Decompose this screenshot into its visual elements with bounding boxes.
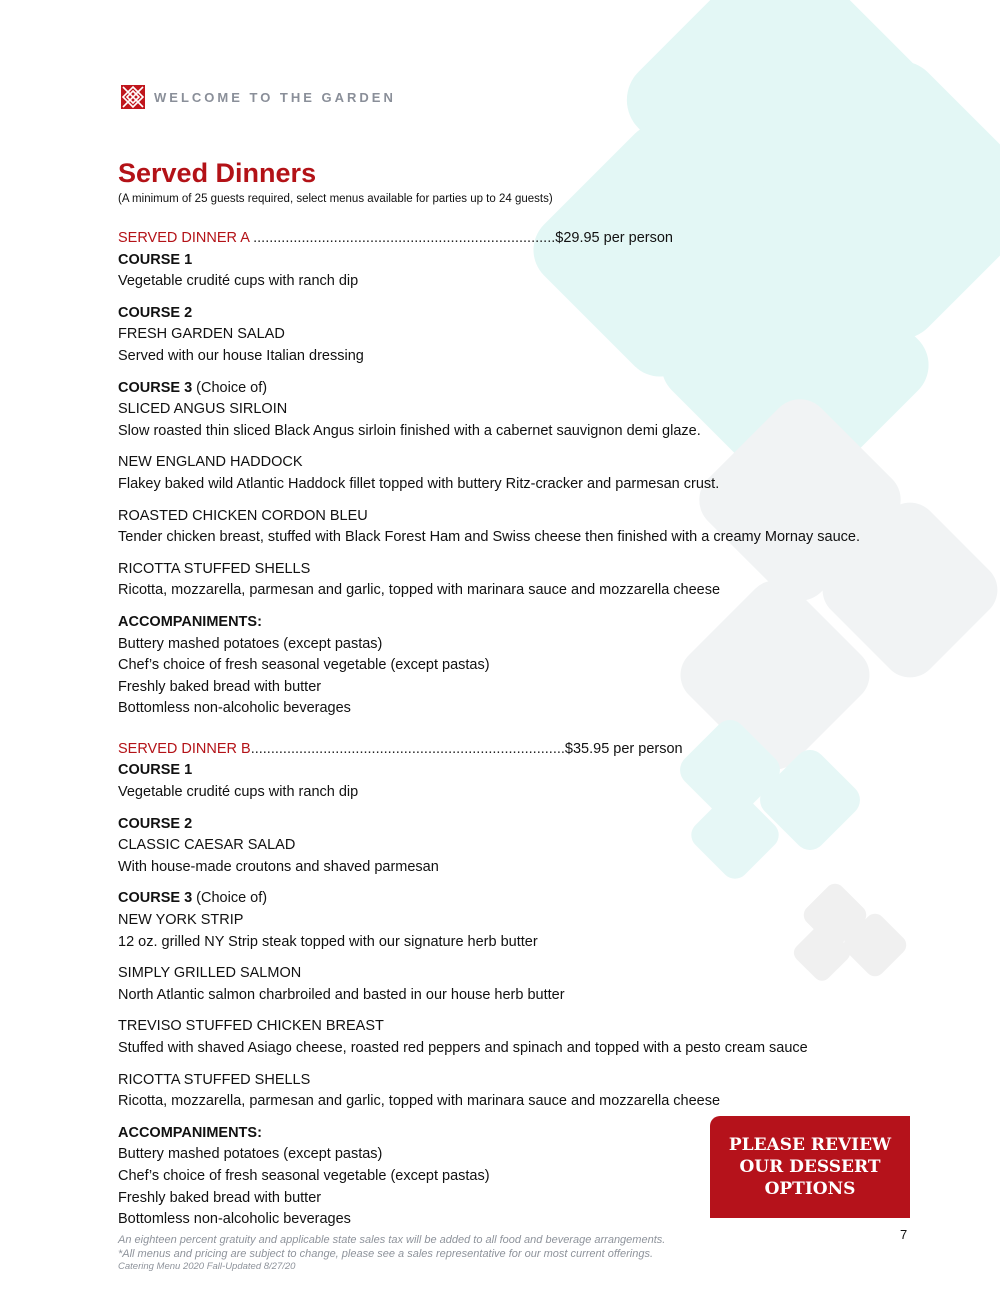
page-footer <box>118 1233 665 1273</box>
accompaniment-item: Chef’s choice of fresh seasonal vegetable (except pastas) <box>118 1167 490 1184</box>
accompaniment-item: Bottomless non-alcoholic beverages <box>118 1211 351 1228</box>
menu-name: SERVED DINNER B <box>118 740 251 757</box>
accompaniment-item: Bottomless non-alcoholic beverages <box>118 700 351 717</box>
leader-dots: ........................................................................... <box>253 230 556 246</box>
entree-name: RICOTTA STUFFED SHELLS <box>118 1071 311 1088</box>
course-label: COURSE 3 <box>118 890 193 907</box>
course-label: COURSE 1 <box>118 762 193 779</box>
entree-name: RICOTTA STUFFED SHELLS <box>118 560 311 577</box>
accompaniment-item: Buttery mashed potatoes (except pastas) <box>118 635 383 652</box>
course-label: COURSE 2 <box>118 815 193 832</box>
course-note: (Choice of) <box>192 379 268 396</box>
accompaniments-label: ACCOMPANIMENTS: <box>118 613 262 630</box>
pricing-disclaimer: *All menus and pricing are subject to change, please see a sales representative for our most current offerings. <box>118 1248 654 1260</box>
menu-price: $29.95 per person <box>555 230 673 246</box>
accompaniment-item: Freshly baked bread with butter <box>118 678 322 695</box>
accompaniment-item: Freshly baked bread with butter <box>118 1189 322 1206</box>
entree-description: Tender chicken breast, stuffed with Black Forest Ham and Swiss cheese then finished with a creamy Mornay sauce. <box>118 529 860 546</box>
dessert-options-callout[interactable] <box>710 1116 910 1218</box>
course-item: FRESH GARDEN SALAD <box>118 326 285 343</box>
menu-price: $35.95 per person <box>564 740 683 757</box>
accompaniments-label: ACCOMPANIMENTS: <box>118 1124 262 1141</box>
leader-dots: .............................................................................. <box>250 740 565 757</box>
garden-logo-icon <box>120 84 146 110</box>
course-label: COURSE 2 <box>118 304 193 321</box>
entree-description: Ricotta, mozzarella, parmesan and garlic, topped with marinara sauce and mozzarella cheese <box>118 582 721 599</box>
entree-name: NEW ENGLAND HADDOCK <box>118 454 303 471</box>
entree-description: Stuffed with shaved Asiago cheese, roasted red peppers and spinach and topped with a pesto cream sauce <box>118 1040 808 1056</box>
page-header <box>120 84 396 110</box>
course-description: With house-made croutons and shaved parmesan <box>118 858 439 875</box>
page-subtitle: (A minimum of 25 guests required, select menus available for parties up to 24 guests) <box>118 193 553 205</box>
accompaniment-item: Chef’s choice of fresh seasonal vegetable (except pastas) <box>118 657 490 674</box>
callout-line: PLEASE REVIEW <box>728 1135 892 1155</box>
menu-heading <box>118 228 918 250</box>
entree-name: TREVISO STUFFED CHICKEN BREAST <box>118 1018 384 1035</box>
entree-description: North Atlantic salmon charbroiled and basted in our house herb butter <box>118 986 565 1003</box>
callout-line: OUR DESSERT <box>739 1157 881 1177</box>
served-dinner-a <box>118 228 918 720</box>
course-label: COURSE 1 <box>118 251 193 268</box>
catering-version: Catering Menu 2020 Fall-Updated 8/27/20 <box>118 1261 296 1272</box>
course-item: CLASSIC CAESAR SALAD <box>118 837 296 854</box>
course-note: (Choice of) <box>192 890 268 907</box>
entree-description: Flakey baked wild Atlantic Haddock fillet topped with buttery Ritz-cracker and parmesan crust. <box>118 475 720 492</box>
course-label: COURSE 3 <box>118 379 193 396</box>
course-heading <box>118 378 918 400</box>
menu-name: SERVED DINNER A <box>118 230 254 246</box>
gratuity-note: An eighteen percent gratuity and applicable state sales tax will be added to all food and beverage arrangements. <box>118 1234 666 1246</box>
accompaniment-item: Buttery mashed potatoes (except pastas) <box>118 1146 383 1163</box>
entree-description: Slow roasted thin sliced Black Angus sirloin finished with a cabernet sauvignon demi glaze. <box>118 422 701 439</box>
entree-name: SIMPLY GRILLED SALMON <box>118 965 302 982</box>
menu-heading <box>118 739 918 761</box>
entree-name: NEW YORK STRIP <box>118 912 244 929</box>
entree-name: ROASTED CHICKEN CORDON BLEU <box>118 507 368 524</box>
entree-description: Ricotta, mozzarella, parmesan and garlic, topped with marinara sauce and mozzarella cheese <box>118 1093 721 1110</box>
page-number: 7 <box>900 1227 908 1242</box>
page-title: Served Dinners <box>118 158 317 188</box>
course-item: Vegetable crudité cups with ranch dip <box>118 273 359 290</box>
course-heading <box>118 888 918 910</box>
course-item: Vegetable crudité cups with ranch dip <box>118 784 359 801</box>
course-description: Served with our house Italian dressing <box>118 347 364 364</box>
menu-content <box>118 156 918 1231</box>
callout-line: OPTIONS <box>764 1179 856 1199</box>
entree-description: 12 oz. grilled NY Strip steak topped with our signature herb butter <box>118 933 538 950</box>
entree-name: SLICED ANGUS SIRLOIN <box>118 401 288 418</box>
brand-name: WELCOME TO THE GARDEN <box>154 89 396 105</box>
